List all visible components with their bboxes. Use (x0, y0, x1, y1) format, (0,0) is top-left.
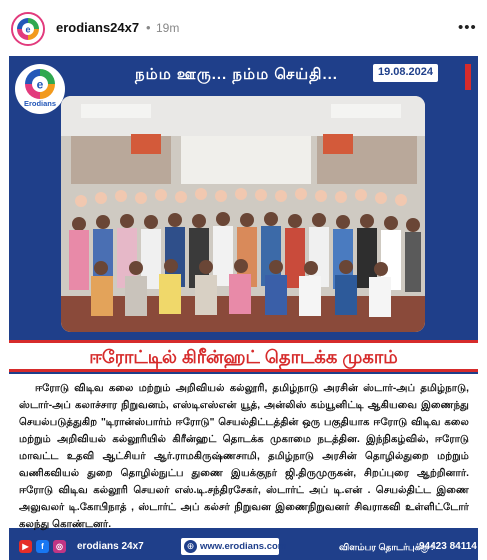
youtube-icon: ▶ (19, 540, 32, 553)
svg-text:e: e (36, 77, 44, 92)
event-photo (61, 96, 425, 332)
group-photo-illustration (61, 96, 425, 332)
website-badge (181, 538, 287, 555)
more-options-icon[interactable]: ••• (458, 19, 477, 36)
post-logo (15, 64, 65, 114)
post-image[interactable] (9, 56, 478, 560)
article-body-area (9, 374, 478, 528)
footer-handle: erodians 24x7 (77, 541, 144, 552)
date-badge (373, 64, 438, 82)
accent-strip (465, 64, 471, 90)
ad-phone-number: 94423 84114 (419, 541, 477, 552)
svg-text:e: e (25, 24, 31, 35)
username[interactable]: erodians24x7 (56, 20, 140, 35)
post-time: 19m (156, 21, 180, 35)
post-header (0, 0, 487, 56)
profile-avatar[interactable] (11, 12, 45, 46)
headline: ஈரோட்டில் கிரீன்ஹட் தொடக்க முகாம் (89, 347, 398, 367)
instagram-icon: ◎ (53, 540, 66, 553)
erodians-logo-icon (13, 14, 43, 44)
facebook-icon: f (36, 540, 49, 553)
post-footer (9, 534, 478, 560)
separator-dot: • (146, 20, 151, 35)
ad-contact-label: விளம்பர தொடர்புக்கு : (339, 542, 434, 552)
post-date: 19.08.2024 (377, 66, 434, 78)
headline-band (9, 340, 478, 372)
website-url: www.erodians.com (200, 541, 287, 552)
globe-icon: ⊕ (184, 540, 197, 553)
logo-label: Erodians (23, 99, 57, 108)
tagline: நம்ம ஊரு... நம்ம செய்தி... (135, 66, 338, 83)
article-body: ஈரோடு விடிவ கலை மற்றும் அறிவியல் கல்லூரி, தமிழ்நாடு அரசின் ஸ்டார்-அப் தமிழ்நாடு, ஸ்டார்-அப் கலாச்சார நிறுவனம், எஸ்டிஎஸ்என் யூத், அன்லிஸ் கம்யூனிட்டி ஆகியவை இணைந்து செயல்படுத்துகிற "டிரான்ஸ்பார்ம் ஈரோடு" செயல்திட்டத்தின் ஒரு பகுதியாக ஈரோடு விடிவ கலை மற்றும் அறிவியல் கல்லூரியில் கிரீன்ஹட் தொடக்க முகாமை நடத்தின. இந்நிகழ்வில், ஈரோடு மாவட்ட உதவி ஆட்சியர் ஆர்.ராமகிருஷ்ணசாமி, தமிழ்நாடு அரசின் தொழில்துறை மற்றும் வணிகவியல் துறை தொழில்நுட்ப துணை இயக்குநர் ஜி.திருமுருகன், சிறப்புரை ஆற்றினார். ஈரோடு விடிவ கல்லூரி செயலர் எஸ்.டி.சந்திரசேகர், ஸ்டார்ட் அப் டி.என் . செயல்திட்ட இணை அலுவலர் டி.கோபிநாத் , ஸ்டார்ட் அப் கல்சர் நிறுவன இணைநிறுவனர் சிவராகவி உள்ளிட்டோர் கலந்து கொண்டனர். (19, 383, 469, 530)
